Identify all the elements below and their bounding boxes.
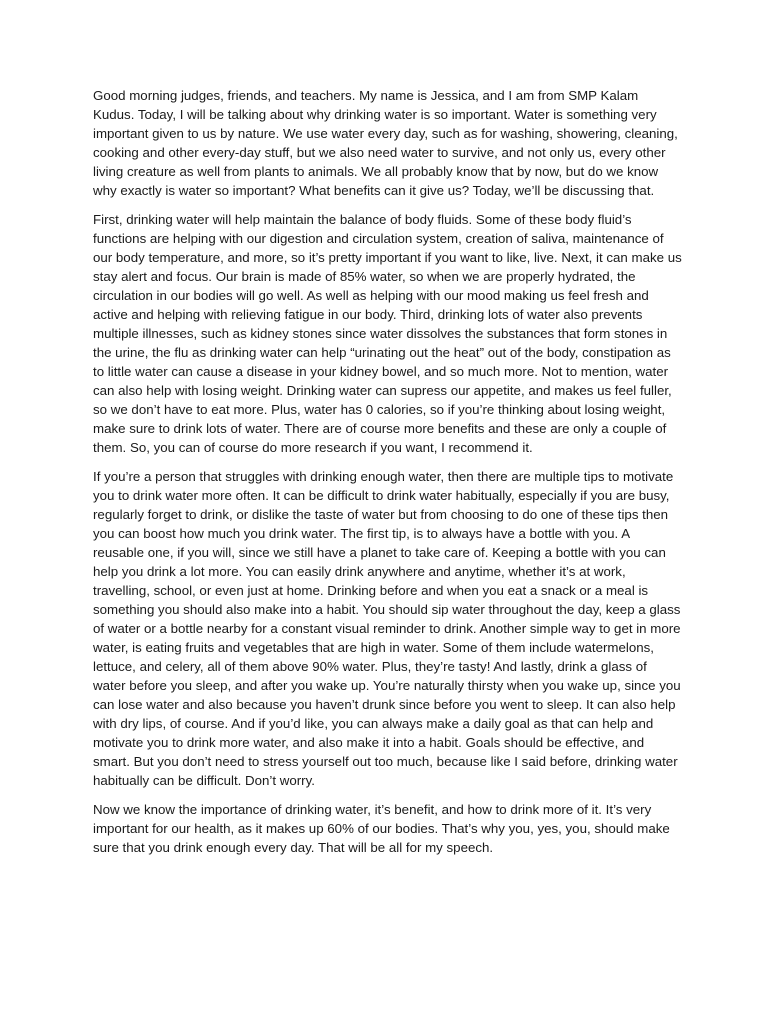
paragraph-benefits: First, drinking water will help maintain the balance of body fluids. Some of these body fluid’s functions are helping with our digestion and circulation system, creation of saliva, maintenance of our body temperature, and more, so it’s pretty important if you want to like, live. Next, it can make us stay alert and focus. Our brain is made of 85% water, so when we are properly hydrated, the circulation in our bodies will go well. As well as helping with our mood making us feel fresh and active and helping with relieving fatigue in our body. Third, drinking lots of water also prevents multiple illnesses, such as kidney stones since water dissolves the substances that form stones in the urine, the flu as drinking water can help “urinating out the heat” out of the body, constipation as to little water can cause a disease in your kidney bowel, and so much more. Not to mention, water can also help with losing weight. Drinking water can supress our appetite, and makes us feel fuller, so we don’t have to eat more. Plus, water has 0 calories, so if you’re thinking about losing weight, make sure to drink lots of water. There are of course more benefits and these are only a couple of them. So, you can of course do more research if you want, I recommend it. — [93, 212, 682, 455]
paragraph-introduction: Good morning judges, friends, and teachers. My name is Jessica, and I am from SMP Kalam Kudus. Today, I will be talking about why drinking water is so important. Water is something very important given to us by nature. We use water every day, such as for washing, showering, cleaning, cooking and other every-day stuff, but we also need water to survive, and not only us, every other living creature as well from plants to animals. We all probably know that by now, but do we know why exactly is water so important? What benefits can it give us? Today, we’ll be discussing that. — [93, 88, 678, 198]
paragraph-tips: If you’re a person that struggles with drinking enough water, then there are multiple tips to motivate you to drink water more often. It can be difficult to drink water habitually, especially if you are busy, regularly forget to drink, or dislike the taste of water but from choosing to do one of these tips then you can boost how much you drink water. The first tip, is to always have a bottle with you. A reusable one, if you will, since we still have a planet to take care of. Keeping a bottle with you can help you drink a lot more. You can easily drink anywhere and anytime, whether it’s at work, travelling, school, or even just at home. Drinking before and when you eat a snack or a meal is something you should also make into a habit. You should sip water throughout the day, keep a glass of water or a bottle nearby for a constant visual reminder to drink. Another simple way to get in more water, is eating fruits and vegetables that are high in water. Some of them include watermelons, lettuce, and celery, all of them above 90% water. Plus, they’re tasty! And lastly, drink a glass of water before you sleep, and after you wake up. You’re naturally thirsty when you wake up, since you can lose water and also because you haven’t drunk since before you went to sleep. It can also help with dry lips, of course. And if you’d like, you can always make a daily goal as that can help and motivate you to drink more water, and also make it into a habit. Goals should be effective, and smart. But you don’t need to stress yourself out too much, because like I said before, drinking water habitually can be difficult. Don’t worry. — [93, 469, 681, 788]
document-page — [93, 86, 683, 867]
paragraph-conclusion: Now we know the importance of drinking water, it’s benefit, and how to drink more of it. It’s very important for our health, as it makes up 60% of our bodies. That’s why you, yes, you, should make sure that you drink enough every day. That will be all for my speech. — [93, 802, 670, 855]
